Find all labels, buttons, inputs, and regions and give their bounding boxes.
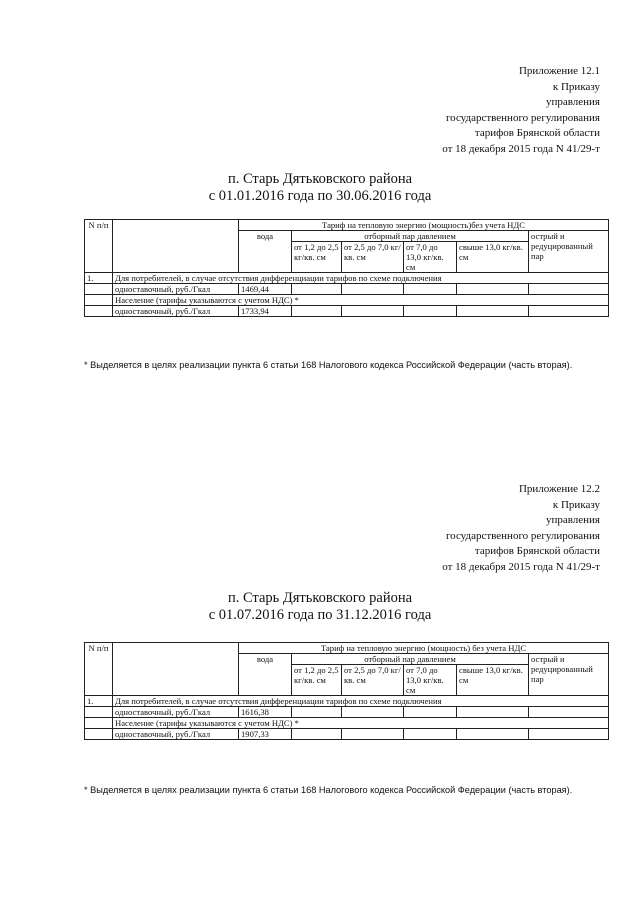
row-empty-cell: [457, 284, 529, 295]
row-empty-cell: [342, 284, 404, 295]
row-empty-cell: [404, 284, 457, 295]
row-section-text: Для потребителей, в случае отсутствия дифференциации тарифов по схеме подключения: [113, 273, 609, 284]
appendix-line: тарифов Брянской области: [474, 545, 600, 557]
header-water: вода: [239, 654, 292, 696]
table-row: [85, 306, 609, 317]
row-number-empty: [85, 306, 113, 317]
header-pressure-1: от 1,2 до 2,5 кг/кв. см: [292, 242, 342, 273]
header-pressure-4: свыше 13,0 кг/кв. см: [457, 242, 529, 273]
title-period: с 01.01.2016 года по 30.06.2016 года: [208, 188, 432, 204]
appendix-number: Приложение 12.1: [518, 65, 600, 77]
header-water: вода: [239, 231, 292, 273]
table-header-row: [85, 220, 609, 231]
header-pressure-4: свыше 13,0 кг/кв. см: [457, 665, 529, 696]
row-number-empty: [85, 284, 113, 295]
row-number: 1.: [85, 273, 113, 284]
table-row: [85, 284, 609, 295]
title-locality: п. Старь Дятьковского района: [227, 590, 413, 606]
row-empty-cell: [529, 729, 609, 740]
row-value-water: 1469,44: [239, 284, 292, 295]
header-pressure-3: от 7,0 до 13,0 кг/кв. см: [404, 242, 457, 273]
appendix-line: государственного регулирования: [445, 529, 600, 542]
header-empty: [113, 643, 239, 696]
row-number-empty: [85, 707, 113, 718]
tariff-table: [84, 642, 609, 740]
row-empty-cell: [529, 707, 609, 718]
appendix-line: управления: [545, 514, 600, 526]
title-period: с 01.07.2016 года по 31.12.2016 года: [208, 607, 432, 623]
footnote: * Выделяется в целях реализации пункта 6 статьи 168 Налогового кодекса Российской Федерации (часть вторая).: [84, 785, 573, 795]
row-number-empty: [85, 729, 113, 740]
row-empty-cell: [342, 306, 404, 317]
header-pressure-3: от 7,0 до 13,0 кг/кв. см: [404, 665, 457, 696]
row-empty-cell: [404, 729, 457, 740]
header-pressure-2: от 2,5 до 7,0 кг/кв. см: [342, 242, 404, 273]
header-tariff: Тариф на тепловую энергию (мощность) без учета НДС: [239, 643, 609, 654]
header-number: N п/п: [85, 643, 113, 696]
row-empty-cell: [342, 707, 404, 718]
title-locality: п. Старь Дятьковского района: [227, 171, 413, 187]
header-pressure-1: от 1,2 до 2,5 кг/кв. см: [292, 665, 342, 696]
row-empty-cell: [529, 284, 609, 295]
tariff-table: [84, 219, 609, 317]
appendix-date: от 18 декабря 2015 года N 41/29-т: [442, 142, 600, 155]
table-header-row: [85, 643, 609, 654]
appendix-header: [442, 482, 600, 575]
table-row: [85, 273, 609, 284]
header-steam: отборный пар давлением: [292, 654, 529, 665]
appendix-header: [442, 64, 600, 157]
row-empty-cell: [342, 729, 404, 740]
row-empty-cell: [457, 306, 529, 317]
row-section-text: Население (тарифы указываются с учетом НДС) *: [113, 295, 609, 306]
header-sharp-steam: острый и редуцированный пар: [529, 654, 609, 696]
appendix-line: государственного регулирования: [445, 111, 600, 124]
row-empty-cell: [529, 306, 609, 317]
row-value-water: 1733,94: [239, 306, 292, 317]
row-section-text: Население (тарифы указываются с учетом НДС) *: [113, 718, 609, 729]
table-row: [85, 718, 609, 729]
table-row: [85, 707, 609, 718]
appendix-number: Приложение 12.2: [518, 483, 600, 495]
row-empty-cell: [292, 306, 342, 317]
table-row: [85, 696, 609, 707]
header-steam: отборный пар давлением: [292, 231, 529, 242]
row-value-water: 1616,38: [239, 707, 292, 718]
row-label: одноставочный, руб./Гкал: [113, 729, 239, 740]
row-empty-cell: [292, 707, 342, 718]
row-label: одноставочный, руб./Гкал: [113, 707, 239, 718]
row-empty-cell: [457, 707, 529, 718]
row-number-empty: [85, 295, 113, 306]
row-empty-cell: [457, 729, 529, 740]
document-title: [0, 171, 640, 205]
footnote: * Выделяется в целях реализации пункта 6 статьи 168 Налогового кодекса Российской Федерации (часть вторая).: [84, 360, 573, 370]
row-number-empty: [85, 718, 113, 729]
appendix-line: к Приказу: [552, 80, 600, 93]
header-empty: [113, 220, 239, 273]
table-row: [85, 295, 609, 306]
document-title: [0, 590, 640, 624]
header-tariff: Тариф на тепловую энергию (мощность)без учета НДС: [239, 220, 609, 231]
row-empty-cell: [404, 306, 457, 317]
row-empty-cell: [292, 729, 342, 740]
row-label: одноставочный, руб./Гкал: [113, 284, 239, 295]
appendix-line: к Приказу: [552, 498, 600, 511]
appendix-date: от 18 декабря 2015 года N 41/29-т: [442, 560, 600, 573]
header-number: N п/п: [85, 220, 113, 273]
appendix-line: тарифов Брянской области: [474, 127, 600, 139]
table-row: [85, 729, 609, 740]
row-label: одноставочный, руб./Гкал: [113, 306, 239, 317]
header-sharp-steam: острый и редуцированный пар: [529, 231, 609, 273]
appendix-line: управления: [545, 96, 600, 108]
header-pressure-2: от 2,5 до 7,0 кг/кв. см: [342, 665, 404, 696]
row-empty-cell: [292, 284, 342, 295]
row-section-text: Для потребителей, в случае отсутствия дифференциации тарифов по схеме подключения: [113, 696, 609, 707]
row-empty-cell: [404, 707, 457, 718]
row-number: 1.: [85, 696, 113, 707]
row-value-water: 1907,33: [239, 729, 292, 740]
